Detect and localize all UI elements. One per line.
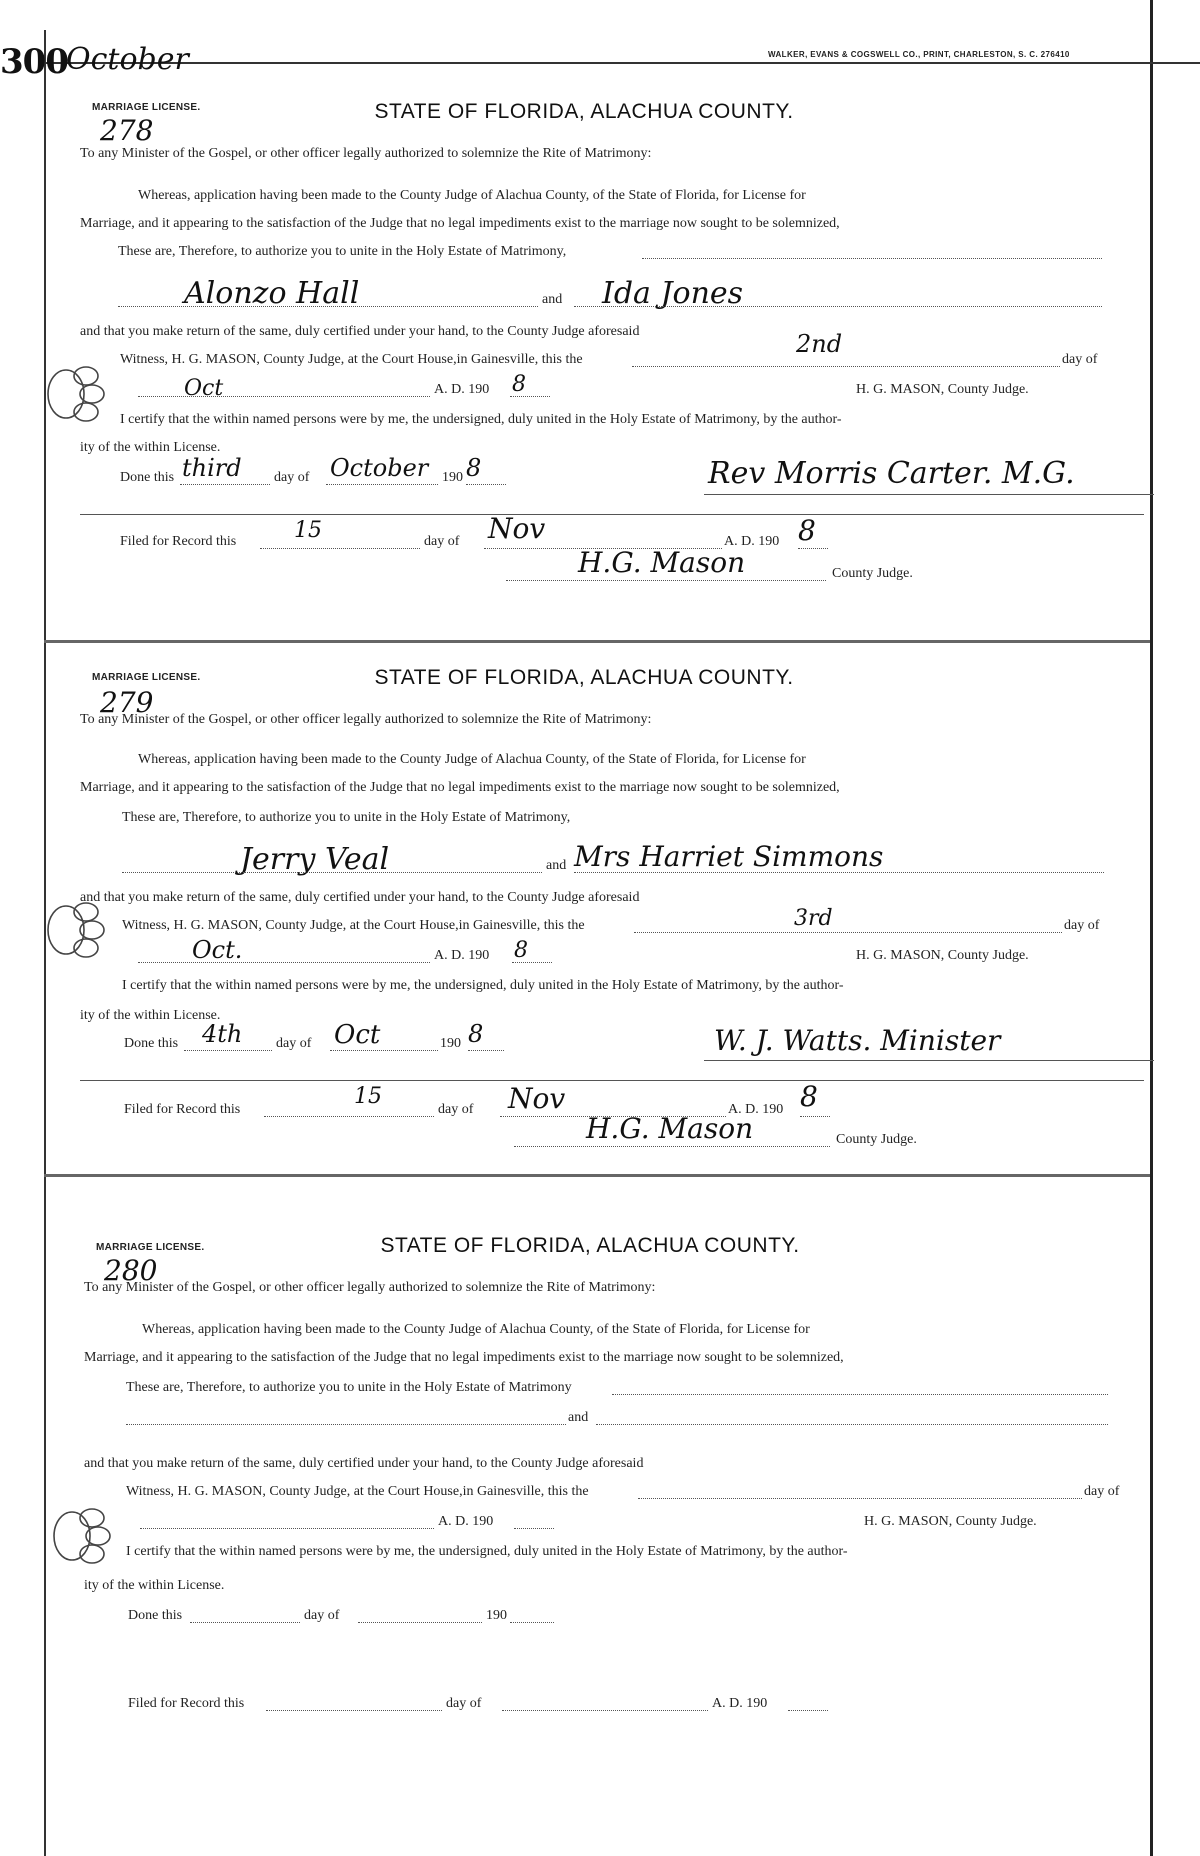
and-label: and — [568, 1410, 589, 1425]
license-label: MARRIAGE LICENSE. — [92, 102, 201, 113]
return-line: and that you make return of the same, duly certified under your hand, to the County Judge aforesaid — [80, 890, 640, 905]
filed-label: Filed for Record this — [120, 534, 237, 549]
authority-line: ity of the within License. — [80, 440, 221, 455]
divider-rule — [80, 514, 1144, 515]
judge-signature-dots — [514, 1146, 830, 1147]
filed-year: 8 — [798, 514, 816, 547]
return-line: and that you make return of the same, duly certified under your hand, to the County Judge aforesaid — [80, 324, 640, 339]
authorize-line: These are, Therefore, to authorize you to unite in the Holy Estate of Matrimony, — [122, 810, 571, 825]
filed-day-dots — [264, 1116, 434, 1117]
filed-month: Nov — [508, 1082, 566, 1115]
done-this-label: Done this — [124, 1036, 179, 1051]
license-record — [44, 62, 1150, 622]
witness-year: 8 — [514, 938, 528, 963]
done-month-dots — [330, 1050, 438, 1051]
witness-month: Oct — [184, 376, 224, 401]
done-month-dots — [326, 484, 438, 485]
ad-label: A. D. 190 — [438, 1514, 494, 1529]
done-year: 8 — [468, 1020, 484, 1048]
groom-dots — [126, 1424, 566, 1425]
filed-day-of-label: day of — [446, 1696, 482, 1711]
filed-year-dots — [800, 1116, 830, 1117]
and-label: and — [542, 292, 563, 307]
judge-signature: H.G. Mason — [586, 1112, 754, 1145]
whereas-line: Whereas, application having been made to the County Judge of Alachua County, of the State of Florida, for License for — [142, 1322, 810, 1337]
filed-ad-label: A. D. 190 — [712, 1696, 768, 1711]
state-heading: STATE OF FLORIDA, ALACHUA COUNTY. — [380, 1234, 800, 1257]
filed-month: Nov — [488, 512, 546, 545]
marriage-line: Marriage, and it appearing to the satisfaction of the Judge that no legal impediments exist to the marriage now sought to be solemnized, — [84, 1350, 844, 1365]
done-190-label: 190 — [440, 1036, 461, 1051]
witness-line: Witness, H. G. MASON, County Judge, at the Court House,in Gainesville, this the — [120, 352, 583, 367]
officiant-rule — [704, 1060, 1154, 1061]
return-line: and that you make return of the same, duly certified under your hand, to the County Judge aforesaid — [84, 1456, 644, 1471]
groom-name: Jerry Veal — [240, 842, 390, 877]
witness-line: Witness, H. G. MASON, County Judge, at the Court House,in Gainesville, this the — [126, 1484, 589, 1499]
filed-month-dots — [502, 1710, 708, 1711]
filed-day-of-label: day of — [438, 1102, 474, 1117]
filed-year-dots — [798, 548, 828, 549]
filed-day-of-label: day of — [424, 534, 460, 549]
done-day-of-label: day of — [274, 470, 310, 485]
filed-day-dots — [260, 548, 420, 549]
done-day: third — [182, 454, 242, 482]
authorize-line: These are, Therefore, to authorize you to unite in the Holy Estate of Matrimony, — [118, 244, 567, 259]
groom-dots — [118, 306, 538, 307]
witness-month-dots — [138, 396, 430, 397]
court-seal-icon — [44, 362, 114, 424]
certify-line: I certify that the within named persons were by me, the undersigned, duly united in the Holy Estate of Matrimony, by the author- — [120, 412, 842, 427]
done-day: 4th — [202, 1020, 243, 1048]
bride-dots — [574, 872, 1104, 873]
bride-dots — [574, 306, 1102, 307]
state-heading: STATE OF FLORIDA, ALACHUA COUNTY. — [374, 100, 794, 123]
certify-line: I certify that the within named persons were by me, the undersigned, duly united in the Holy Estate of Matrimony, by the author- — [122, 978, 844, 993]
done-day-of-label: day of — [276, 1036, 312, 1051]
authorize-line: These are, Therefore, to authorize you to unite in the Holy Estate of Matrimony — [126, 1380, 572, 1395]
judge-printed: H. G. MASON, County Judge. — [864, 1514, 1037, 1529]
judge-printed: H. G. MASON, County Judge. — [856, 382, 1029, 397]
page-number: 300 — [0, 42, 68, 82]
page-right-edge — [1150, 0, 1153, 1856]
license-label: MARRIAGE LICENSE. — [96, 1242, 205, 1253]
done-month-dots — [358, 1622, 482, 1623]
officiant-signature: W. J. Watts. Minister — [714, 1024, 1001, 1057]
certify-line: I certify that the within named persons were by me, the undersigned, duly united in the Holy Estate of Matrimony, by the author- — [126, 1544, 848, 1559]
court-seal-icon — [50, 1504, 120, 1566]
bride-name: Mrs Harriet Simmons — [574, 840, 884, 873]
address-line: To any Minister of the Gospel, or other officer legally authorized to solemnize the Rite of Matrimony: — [80, 712, 652, 727]
done-year-dots — [510, 1622, 554, 1623]
filed-ad-label: A. D. 190 — [724, 534, 780, 549]
ad-label: A. D. 190 — [434, 382, 490, 397]
divider-rule — [80, 1080, 1144, 1081]
license-record — [44, 626, 1150, 1186]
authority-line: ity of the within License. — [80, 1008, 221, 1023]
groom-dots — [122, 872, 542, 873]
witness-day-dots — [638, 1498, 1082, 1499]
authority-line: ity of the within License. — [84, 1578, 225, 1593]
ad-label: A. D. 190 — [434, 948, 490, 963]
filed-year: 8 — [800, 1080, 818, 1113]
license-record — [44, 1188, 1150, 1748]
judge-signature-dots — [506, 580, 826, 581]
witness-year: 8 — [512, 372, 526, 397]
page-month: October — [66, 42, 189, 77]
judge-signature: H.G. Mason — [578, 546, 746, 579]
address-line: To any Minister of the Gospel, or other officer legally authorized to solemnize the Rite of Matrimony: — [80, 146, 652, 161]
done-day-dots — [190, 1622, 300, 1623]
license-number: 280 — [104, 1254, 158, 1287]
filed-day-dots — [266, 1710, 442, 1711]
groom-name: Alonzo Hall — [184, 276, 360, 311]
and-label: and — [546, 858, 567, 873]
bride-dots — [596, 1424, 1108, 1425]
license-number: 279 — [100, 686, 154, 719]
witness-day: 2nd — [796, 330, 843, 358]
officiant-rule — [704, 494, 1154, 495]
done-190-label: 190 — [442, 470, 463, 485]
done-day-of-label: day of — [304, 1608, 340, 1623]
witness-line: Witness, H. G. MASON, County Judge, at the Court House,in Gainesville, this the — [122, 918, 585, 933]
witness-day-dots — [632, 366, 1060, 367]
day-of-label: day of — [1064, 918, 1100, 933]
witness-year-dots — [514, 1528, 554, 1529]
officiant-signature: Rev Morris Carter. M.G. — [708, 456, 1075, 491]
license-label: MARRIAGE LICENSE. — [92, 672, 201, 683]
done-day-dots — [184, 1050, 272, 1051]
done-year-dots — [466, 484, 506, 485]
done-this-label: Done this — [120, 470, 175, 485]
county-judge-label: County Judge. — [836, 1132, 917, 1147]
done-year: 8 — [466, 454, 482, 482]
record-separator — [44, 1174, 1150, 1177]
witness-month-dots — [138, 962, 430, 963]
witness-year-dots — [510, 396, 550, 397]
marriage-line: Marriage, and it appearing to the satisfaction of the Judge that no legal impediments exist to the marriage now sought to be solemnized, — [80, 216, 840, 231]
witness-year-dots — [512, 962, 552, 963]
authorize-dots — [612, 1394, 1108, 1395]
state-heading: STATE OF FLORIDA, ALACHUA COUNTY. — [374, 666, 794, 689]
witness-month-dots — [140, 1528, 434, 1529]
whereas-line: Whereas, application having been made to the County Judge of Alachua County, of the State of Florida, for License for — [138, 188, 806, 203]
printer-imprint: WALKER, EVANS & COGSWELL CO., PRINT, CHARLESTON, S. C. 276410 — [768, 50, 1070, 59]
filed-year-dots — [788, 1710, 828, 1711]
witness-day-dots — [634, 932, 1062, 933]
done-this-label: Done this — [128, 1608, 183, 1623]
filed-label: Filed for Record this — [124, 1102, 241, 1117]
filed-day: 15 — [354, 1084, 382, 1109]
county-judge-label: County Judge. — [832, 566, 913, 581]
done-190-label: 190 — [486, 1608, 507, 1623]
license-number: 278 — [100, 114, 154, 147]
bride-name: Ida Jones — [602, 276, 744, 311]
judge-printed: H. G. MASON, County Judge. — [856, 948, 1029, 963]
day-of-label: day of — [1084, 1484, 1120, 1499]
whereas-line: Whereas, application having been made to the County Judge of Alachua County, of the State of Florida, for License for — [138, 752, 806, 767]
filed-day: 15 — [294, 518, 322, 543]
done-day-dots — [180, 484, 270, 485]
witness-month: Oct. — [192, 936, 243, 964]
address-line: To any Minister of the Gospel, or other officer legally authorized to solemnize the Rite of Matrimony: — [84, 1280, 656, 1295]
marriage-line: Marriage, and it appearing to the satisfaction of the Judge that no legal impediments exist to the marriage now sought to be solemnized, — [80, 780, 840, 795]
done-year-dots — [468, 1050, 504, 1051]
done-month: Oct — [334, 1020, 381, 1050]
filed-ad-label: A. D. 190 — [728, 1102, 784, 1117]
filed-label: Filed for Record this — [128, 1696, 245, 1711]
authorize-dots — [642, 258, 1102, 259]
witness-day: 3rd — [794, 906, 833, 931]
day-of-label: day of — [1062, 352, 1098, 367]
done-month: October — [330, 454, 429, 482]
court-seal-icon — [44, 898, 114, 960]
